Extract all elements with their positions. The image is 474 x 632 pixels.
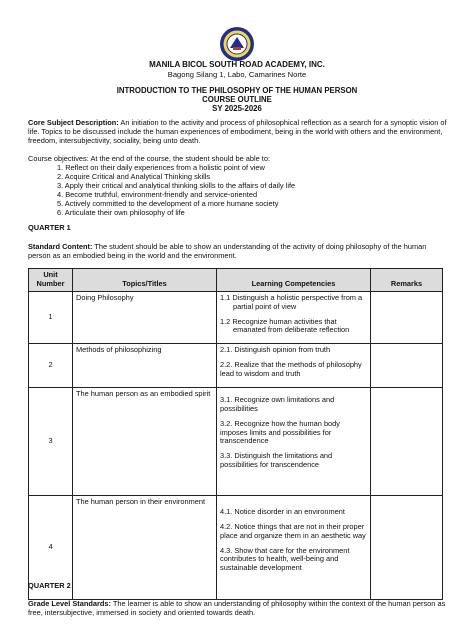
topic-title: Doing Philosophy xyxy=(73,291,217,344)
competency-item: 2.2. Realize that the methods of philosophy lead to wisdom and truth xyxy=(220,360,362,378)
table-row xyxy=(29,387,443,495)
core-subject-text: An initiation to the activity and process of philosophical reflection as a search for a synoptic vision of life. Topics to be discussed include the human experiences of embodiment, being in the world with others and the environment, freedom, intersubjectivity, sociality, being unto death. xyxy=(28,118,447,145)
course-outline-heading: COURSE OUTLINE xyxy=(202,95,272,104)
competency-item: 3.2. Recognize how the human body imposes limits and possibilities for transcendence xyxy=(220,418,340,446)
competency-item: 4.3. Show that care for the environment contributes to health, well-being and sustainable development xyxy=(220,545,350,573)
school-name: MANILA BICOL SOUTH ROAD ACADEMY, INC. xyxy=(149,60,325,69)
school-year: SY 2025-2026 xyxy=(212,104,262,113)
grade-level-standards-label: Grade Level Standards: xyxy=(28,599,111,608)
competency-item: 4.1. Notice disorder in an environment xyxy=(220,506,345,516)
unit-number: 4 xyxy=(29,495,73,599)
grade-level-standards-text: The learner is able to show an understanding of philosophy within the context of the human person as free, intersubjective, immersed in society and oriented towards death. xyxy=(28,599,446,617)
table-row xyxy=(29,344,443,388)
topic-title: The human person in their environment xyxy=(73,495,217,599)
learning-competencies xyxy=(217,344,371,388)
standard-content-label: Standard Content: xyxy=(28,242,93,251)
table-row xyxy=(29,291,443,344)
topic-title: The human person as an embodied spirit xyxy=(73,387,217,495)
objective-item: 1. Reflect on their daily experiences from a holistic point of view xyxy=(57,163,265,172)
competency-item: 1.2 Recognize human activities that emanated from deliberate reflection xyxy=(220,316,350,335)
column-header-remarks: Remarks xyxy=(371,269,443,292)
column-header-topics: Topics/Titles xyxy=(73,269,217,292)
course-objectives-list xyxy=(57,164,437,218)
table-header-row xyxy=(29,269,443,292)
quarter-1-heading: QUARTER 1 xyxy=(28,223,71,232)
competency-item: 2.1. Distinguish opinion from truth xyxy=(220,345,331,355)
objective-item: 5. Actively committed to the development of a more humane society xyxy=(57,199,279,208)
objective-item: 4. Become truthful, environment-friendly and service-oriented xyxy=(57,190,258,199)
course-outline-table xyxy=(28,268,443,600)
standard-content xyxy=(28,243,448,261)
column-header-competencies: Learning Competencies xyxy=(217,269,371,292)
unit-number: 2 xyxy=(29,344,73,388)
standard-content-text: The student should be able to show an understanding of the activity of doing philosophy of the human person as an embodied being in the world and the environment. xyxy=(28,242,427,260)
unit-number: 3 xyxy=(29,387,73,495)
unit-number: 1 xyxy=(29,291,73,344)
topic-title: Methods of philosophizing xyxy=(73,344,217,388)
column-header-unit: Unit Number xyxy=(29,269,73,292)
school-seal-logo xyxy=(219,26,255,62)
competency-item: 3.3. Distinguish the limitations and possibilities for transcendence xyxy=(220,451,333,470)
objective-item: 6. Articulate their own philosophy of life xyxy=(57,208,185,217)
competency-item: 1.1 Distinguish a holistic perspective from a partial point of view xyxy=(220,292,363,311)
course-objectives-intro: Course objectives: At the end of the course, the student should be able to: xyxy=(28,154,270,163)
quarter-2-heading: QUARTER 2 xyxy=(28,581,71,590)
school-address: Bagong Silang 1, Labo, Camarines Norte xyxy=(167,70,307,79)
course-title: INTRODUCTION TO THE PHILOSOPHY OF THE HUMAN PERSON xyxy=(116,86,358,95)
objective-item: 3. Apply their critical and analytical thinking skills to the affairs of daily life xyxy=(57,181,296,190)
remarks-cell xyxy=(371,344,443,388)
learning-competencies xyxy=(217,387,371,495)
competency-item: 3.1. Recognize own limitations and possibilities xyxy=(220,394,335,413)
core-subject-description xyxy=(28,119,448,146)
remarks-cell xyxy=(371,387,443,495)
remarks-cell xyxy=(371,291,443,344)
core-subject-label: Core Subject Description: xyxy=(28,118,119,127)
learning-competencies xyxy=(217,291,371,344)
grade-level-standards xyxy=(28,600,448,618)
competency-item: 4.2. Notice things that are not in their proper place and organize them in an aesthetic way xyxy=(220,521,366,540)
objective-item: 2. Acquire Critical and Analytical Thinking skills xyxy=(57,172,211,181)
